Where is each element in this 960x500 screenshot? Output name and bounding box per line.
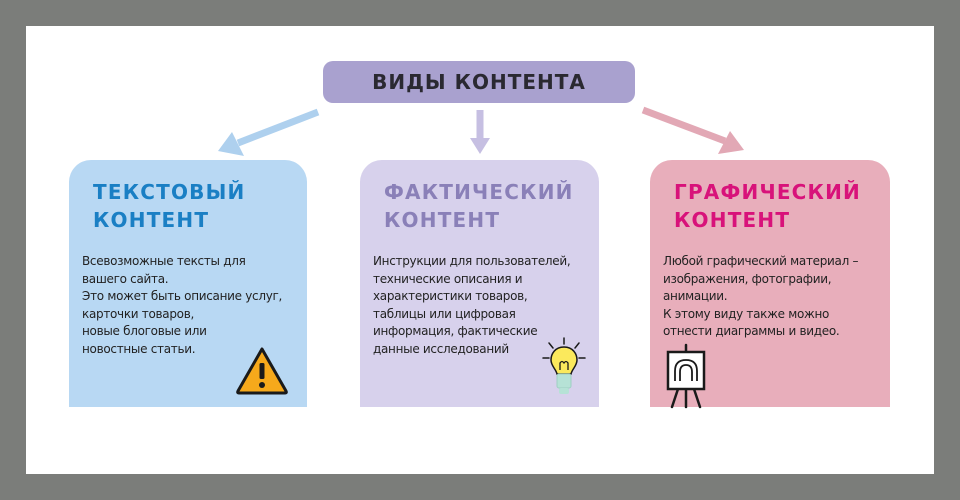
card-heading-line2: КОНТЕНТ (674, 208, 791, 232)
card-text-line: информация, фактические (373, 324, 538, 338)
arrow-right (643, 110, 744, 154)
card-heading-line2: КОНТЕНТ (93, 208, 210, 232)
card-text-line: анимации. (663, 289, 728, 303)
card-heading-line1: ГРАФИЧЕСКИЙ (674, 180, 861, 204)
warning-icon (235, 346, 289, 396)
card-heading-line2: КОНТЕНТ (384, 208, 501, 232)
card-text-line: характеристики товаров, (373, 289, 528, 303)
card-text-line: К этому виду также можно (663, 306, 830, 321)
easel-icon (664, 343, 708, 409)
card-text-line: Это может быть описание услуг, (82, 289, 283, 303)
card-heading (674, 178, 861, 234)
card-text-line: изображения, фотографии, (663, 271, 832, 286)
card-text-line: таблицы или цифровая (373, 306, 516, 321)
card-text-line: новостные статьи. (82, 341, 196, 356)
card-heading (93, 178, 245, 234)
card-text-line: технические описания и (373, 271, 523, 286)
card-graphic-content (650, 160, 890, 407)
card-text-line: Любой графический материал – (663, 254, 859, 268)
card-factual-content (360, 160, 599, 407)
arrow-middle (470, 110, 490, 154)
arrow-left (218, 112, 318, 156)
card-text-content (69, 160, 307, 407)
card-text-line: Всевозможные тексты для (82, 254, 246, 268)
lightbulb-icon (540, 336, 588, 402)
card-description (663, 253, 885, 341)
card-heading-line1: ТЕКСТОВЫЙ (93, 180, 246, 204)
diagram-title: ВИДЫ КОНТЕНТА (323, 61, 635, 103)
card-text-line: данные исследований (373, 341, 509, 356)
card-text-line: карточки товаров, (82, 306, 195, 321)
card-text-line: новые блоговые или (82, 324, 207, 338)
card-heading (384, 178, 574, 234)
card-text-line: вашего сайта. (82, 271, 169, 286)
card-description (82, 253, 304, 358)
card-heading-line1: ФАКТИЧЕСКИЙ (384, 180, 574, 204)
card-text-line: Инструкции для пользователей, (373, 254, 571, 268)
card-text-line: отнести диаграммы и видео. (663, 324, 840, 338)
